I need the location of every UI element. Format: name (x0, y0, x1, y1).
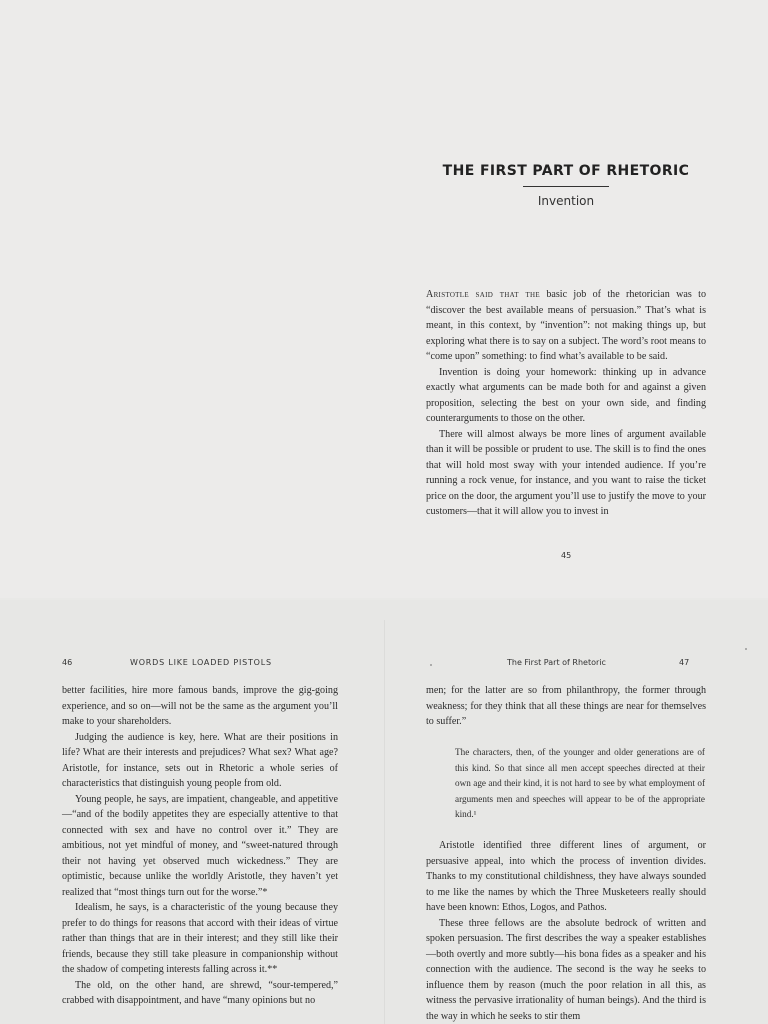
block-quote-text: The characters, then, of the younger and older generations are of this kind. So that since all men accept speeches directed at their own age and their kind, it is not hard to see by what employment of arguments men and speeches will appear to be of the appropriate kind.¹ (455, 747, 705, 819)
paragraph: men; for the latter are so from philanthropy, the former through weakness; for they think that all these things are near for themselves to suffer.” (426, 685, 706, 727)
block-quote (455, 745, 705, 823)
paragraph: Judging the audience is key, here. What are their positions in life? What are their interests and prejudices? What sex? What age? Aristotle, for instance, sets out in Rhetoric a whole series of characteristics that distinguish young people from old. (62, 731, 338, 789)
page-number: 46 (62, 658, 73, 667)
chapter-title: THE FIRST PART OF RHETORIC (442, 163, 690, 179)
scan-speck (430, 664, 432, 666)
page-number: 47 (679, 658, 690, 667)
paragraph (426, 287, 706, 365)
right-page-body-top (426, 683, 706, 730)
paragraph: Idealism, he says, is a characteristic of the young because they prefer to do things for reasons that accord with their ideas of virtue rather than things that are in their interest; and they still like their friends, because they still take pleasure in companionship without the shadow of competing interests falling across it.** (62, 902, 338, 975)
paragraph: These three fellows are the absolute bedrock of written and spoken persuasion. The first describes the way a speaker establishes—both overtly and more subtly—his bona fides as a speaker and his connection with the audience. The second is the way he seeks to influence them by reason (much the poor relation in all this, as witness the pervasive irrationality of human beings). And the third is the way in which he seeks to stir them (426, 917, 706, 1022)
paragraph: Young people, he says, are impatient, changeable, and appetitive—“and of the bodily appetites they are especially attentive to that connected with sex and have no control over it.” They are ambitious, not yet mindful of money, and “sweet-natured through their not having yet observed much wickedness.” They are optimistic, because unlike the worldly Aristotle, they haven’t yet realized that “most things turn out for the worse.”* (62, 793, 338, 898)
paragraph: There will almost always be more lines of argument available than it will be possible or prudent to use. The skill is to find the ones that will hold most sway with your intended audience. If you’re running a rock venue, for instance, and you want to raise the ticket price on the door, the argument you’ll use to justify the move to your customers—that it will allow you to invest in (426, 428, 706, 517)
gutter-line (384, 620, 385, 1024)
paragraph: The old, on the other hand, are shrewd, “sour-tempered,” crabbed with disappointment, and have “many opinions but no (62, 979, 338, 1006)
scan-speck (745, 648, 747, 650)
paragraph: better facilities, hire more famous bands, improve the gig-going experience, and so on—will not be the same as the argument you’ll make to your shareholders. (62, 685, 338, 727)
running-head: The First Part of Rhetoric (507, 658, 606, 667)
chapter-subtitle: Invention (537, 194, 595, 208)
paragraph: Invention is doing your homework: thinking up in advance exactly what arguments can be made both for and against a given proposition, selecting the best on your own side, and finding counterarguments to those on the other. (426, 366, 706, 424)
paragraph-text: basic job of the rhetorician was to “discover the best available means of persuasion.” That’s what is meant, in this context, by “invention”: not making things up, but exploring what there is to say on a subject. The word’s root means to “come upon” something: to find what’s available to be said. (426, 289, 706, 362)
top-page-body (426, 287, 706, 520)
page-number: 45 (561, 551, 572, 560)
running-head: WORDS LIKE LOADED PISTOLS (130, 658, 272, 667)
left-page-body (62, 683, 338, 1009)
title-rule (523, 186, 609, 187)
lead-in: Aristotle said that the (426, 289, 540, 300)
right-page-body (426, 838, 706, 1024)
paragraph: Aristotle identified three different lines of argument, or persuasive appeal, into which the process of invention divides. Thanks to my constitutional childishness, they have always sounded to me like the names by which the Three Musketeers really should have been known: Ethos, Logos, and Pathos. (426, 840, 706, 913)
